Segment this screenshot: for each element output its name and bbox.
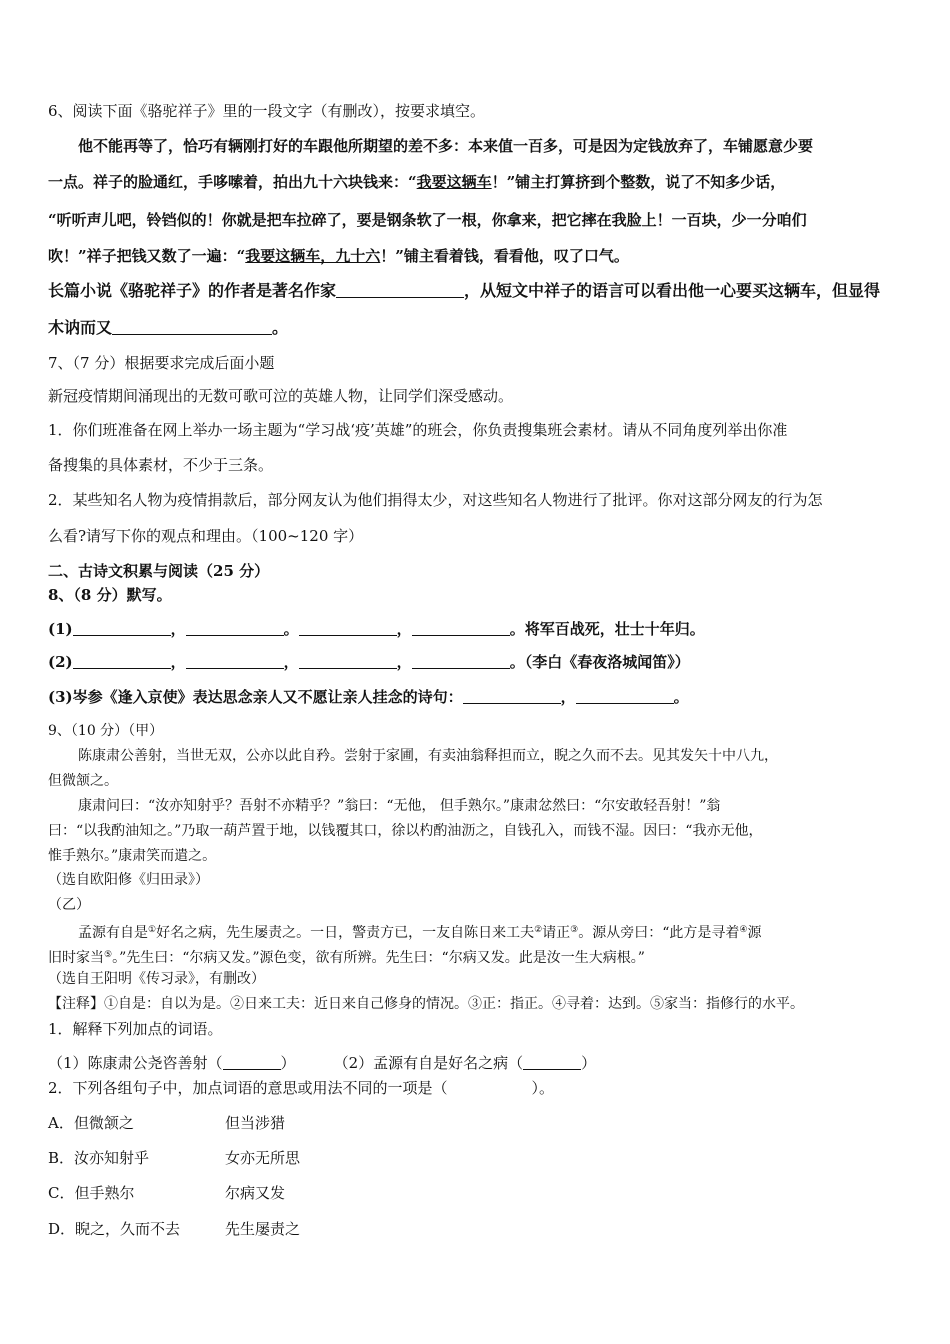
q6-task-line1: 长篇小说《骆驼祥子》的作者是著名作家 ，从短文中祥子的语言可以看出他一心要买这辆车，但显得 bbox=[48, 281, 881, 300]
q8-blank-3[interactable] bbox=[299, 621, 397, 636]
q9-notes: 【注释】①自是：自以为是。②日来工夫：近日来自己修身的情况。③正：指正。④寻着：达到。⑤家当：指修行的水平。 bbox=[48, 996, 804, 1012]
q8-blank-4[interactable] bbox=[412, 621, 510, 636]
q6-title: 6、阅读下面《骆驼祥子》里的一段文字（有删改），按要求填空。 bbox=[48, 102, 486, 120]
q9-title: 9、（10 分）（甲） bbox=[48, 723, 164, 739]
author-blank[interactable] bbox=[336, 283, 464, 298]
q9-yi-line1: 孟源有自是①好名之病，先生屡责之。一日，警责方已，一友自陈日来工夫②请正③。源从旁曰：“此方是寻着④源 bbox=[78, 925, 762, 941]
q6-passage-line4: 吹！”祥子把钱又数了一遍：“我要这辆车，九十六！”铺主看着钱，看看他，叹了口气。 bbox=[48, 247, 629, 265]
option-b[interactable]: B．汝亦知射乎 女亦无所思 bbox=[48, 1149, 301, 1167]
q8-blank-9[interactable] bbox=[463, 689, 561, 704]
q9-jia-line2: 但微颔之。 bbox=[48, 773, 118, 789]
q7-sub2-line1: 2．某些知名人物为疫情捐款后，部分网友认为他们捐得太少，对这些知名人物进行了批评。你对这部分网友的行为怎 bbox=[48, 491, 823, 509]
q9-jia-line4: 曰：“以我酌油知之。”乃取一葫芦置于地，以钱覆其口，徐以杓酌油沥之，自钱孔入，而钱不湿。因曰：“我亦无他， bbox=[48, 823, 763, 839]
q7-intro: 新冠疫情期间涌现出的无数可歌可泣的英雄人物，让同学们深受感动。 bbox=[48, 387, 514, 405]
q9-sub2-title: 2．下列各组句子中，加点词语的意思或用法不同的一项是（ ）。 bbox=[48, 1079, 555, 1097]
q7-sub2-line2: 么看?请写下你的观点和理由。（100~120 字） bbox=[48, 527, 364, 545]
q9-jia-line1: 陈康肃公善射，当世无双，公亦以此自矜。尝射于家圃，有卖油翁释担而立，睨之久而不去。见其发矢十中八九， bbox=[78, 748, 778, 764]
q8-blank-1[interactable] bbox=[73, 621, 171, 636]
q8-blank-10[interactable] bbox=[576, 689, 674, 704]
section2-heading: 二、古诗文积累与阅读（25 分） bbox=[48, 562, 270, 580]
q9-jia-line3: 康肃问曰：“汝亦知射乎？吾射不亦精乎？”翁曰：“无他， 但手熟尔。”康肃忿然曰：“尔安敢轻吾射！”翁 bbox=[78, 798, 721, 814]
q6-passage-line1: 他不能再等了，恰巧有辆刚打好的车跟他所期望的差不多：本来值一百多，可是因为定钱放弃了，车铺愿意少要 bbox=[78, 137, 814, 155]
q9-source-jia: （选自欧阳修《归田录》） bbox=[48, 872, 209, 888]
q6-passage-line2: 一点。祥子的脸通红，手哆嗦着，拍出九十六块钱来：“我要这辆车！”铺主打算挤到个整数，说了不知多少话， bbox=[48, 173, 786, 191]
q8-blank-5[interactable] bbox=[73, 654, 171, 669]
q9-sub1-items: （1）陈康肃公尧咨善射（ ） （2）孟源有自是好名之病（ ） bbox=[48, 1054, 597, 1072]
q9-jia-line5: 惟手熟尔。”康肃笑而遣之。 bbox=[48, 848, 217, 864]
option-d[interactable]: D．睨之，久而不去 先生屡责之 bbox=[48, 1220, 301, 1238]
q7-sub1-line2: 备搜集的具体素材，不少于三条。 bbox=[48, 456, 274, 474]
q9-source-yi: （选自王阳明《传习录》，有删改） bbox=[48, 971, 265, 987]
q8-title: 8、（8 分）默写。 bbox=[48, 586, 172, 604]
option-a[interactable]: A．但微颔之 但当涉猎 bbox=[48, 1114, 286, 1132]
q9-yi-label: （乙） bbox=[48, 897, 90, 913]
q7-title: 7、（7 分）根据要求完成后面小题 bbox=[48, 354, 275, 372]
q8-blank-6[interactable] bbox=[186, 654, 284, 669]
q9-word-blank-2[interactable] bbox=[523, 1055, 581, 1070]
q9-word-blank-1[interactable] bbox=[223, 1055, 281, 1070]
trait-blank[interactable] bbox=[112, 320, 272, 335]
q6-passage-line3: “听听声儿吧，铃铛似的！你就是把车拉碎了，要是钢条软了一根，你拿来，把它摔在我脸上！一百块，少一分咱们 bbox=[48, 211, 807, 229]
q8-blank-8[interactable] bbox=[412, 654, 510, 669]
q8-line3: (3)岑参《逢入京使》表达思念亲人又不愿让亲人挂念的诗句： ， 。 bbox=[48, 688, 689, 706]
q6-task-line2: 木讷而又 。 bbox=[48, 318, 289, 337]
option-c[interactable]: C．但手熟尔 尔病又发 bbox=[48, 1184, 286, 1202]
q7-sub1-line1: 1．你们班准备在网上举办一场主题为“学习战‘疫’英雄”的班会，你负责搜集班会素材。请从不同角度列举出你准 bbox=[48, 421, 788, 439]
q8-line1: (1) ， 。 ， 。将军百战死，壮士十年归。 bbox=[48, 620, 705, 638]
q9-sub1-title: 1．解释下列加点的词语。 bbox=[48, 1020, 223, 1038]
q8-line2: (2) ， ， ， 。（李白《春夜洛城闻笛》） bbox=[48, 653, 690, 671]
q8-blank-7[interactable] bbox=[299, 654, 397, 669]
q8-blank-2[interactable] bbox=[186, 621, 284, 636]
q9-yi-line2: 旧时家当⑤。”先生曰：“尔病又发。”源色变，欲有所辨。先生曰：“尔病又发。此是汝一生大病根。” bbox=[48, 950, 645, 966]
